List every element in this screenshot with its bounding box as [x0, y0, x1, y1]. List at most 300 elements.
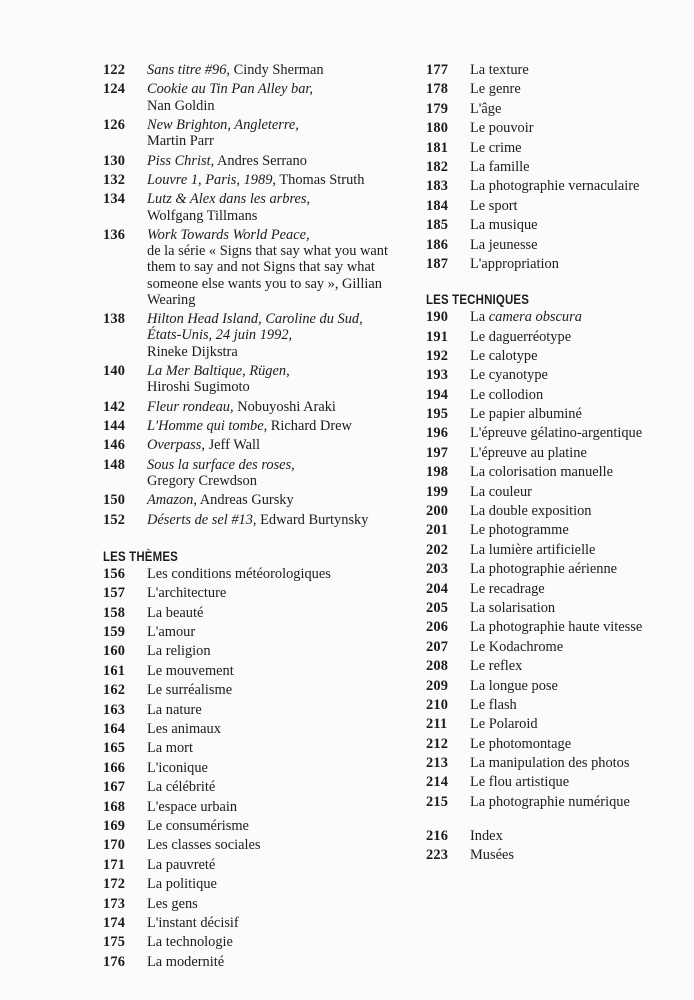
page-number: 196 [426, 425, 449, 442]
theme-entry [103, 896, 393, 912]
entry-label [147, 915, 393, 931]
label-text: La beauté [147, 604, 204, 621]
page-number: 136 [103, 226, 126, 243]
theme-entry [103, 876, 393, 892]
label-text: Le flash [470, 696, 517, 713]
theme-entry [426, 178, 688, 194]
page-number: 193 [426, 367, 449, 384]
entry-label [470, 736, 688, 752]
work-author: Cindy Sherman [233, 62, 324, 78]
label-text: L'espace urbain [147, 798, 238, 815]
page-number: 210 [426, 696, 449, 713]
entry-label [147, 585, 393, 601]
label-text: Le sport [470, 197, 518, 214]
technique-entry [426, 348, 688, 364]
entry-label [147, 876, 393, 892]
entry-label [147, 566, 393, 582]
technique-entry [426, 406, 688, 422]
entry-label [470, 484, 688, 500]
work-author: Thomas Struth [279, 171, 365, 188]
work-text [147, 399, 393, 415]
label-text: L'instant décisif [147, 914, 239, 931]
entry-label [470, 522, 688, 538]
entry-label [470, 81, 688, 97]
page-number: 175 [103, 934, 126, 951]
entry-label [147, 721, 393, 737]
page-number: 180 [426, 120, 449, 137]
entry-label [470, 445, 688, 461]
label-text: Les animaux [147, 721, 221, 738]
page-number: 157 [103, 585, 126, 602]
page-number: 168 [103, 798, 126, 815]
work-author: Andres Serrano [216, 152, 307, 169]
entry-label [470, 140, 688, 156]
work-entry [103, 62, 393, 78]
page-number: 148 [103, 456, 126, 473]
techniques-list [426, 309, 688, 810]
entry-label [470, 600, 688, 616]
label-text: La mort [147, 740, 193, 757]
page-number: 161 [103, 662, 126, 679]
page-number: 176 [103, 953, 126, 970]
entry-label [470, 329, 688, 345]
page-number: 208 [426, 658, 449, 675]
label-text: La manipulation des photos [470, 755, 630, 772]
work-text [147, 418, 393, 434]
entry-label [147, 702, 393, 718]
work-title: Fleur rondeau [147, 398, 230, 415]
entry-label [147, 954, 393, 970]
back-matter-entry [426, 847, 688, 863]
page-number: 201 [426, 522, 449, 539]
entry-label [470, 774, 688, 790]
label-text: La musique [470, 217, 538, 234]
label-text: Le genre [470, 81, 521, 98]
page-number: 216 [426, 828, 449, 845]
technique-entry [426, 755, 688, 771]
entry-label [470, 348, 688, 364]
work-text [147, 227, 393, 308]
work-author: de la série « Signs that say what you want them to say and not Signs that say what someone else wants you to say », Gillian Wearing [147, 243, 388, 308]
separator: , [230, 398, 238, 415]
entry-label [470, 847, 688, 863]
theme-entry [103, 624, 393, 640]
work-title: New Brighton, Angleterre, [147, 116, 299, 133]
work-text [147, 512, 393, 528]
entry-label [470, 120, 688, 136]
page-number: 171 [103, 856, 126, 873]
separator: , [252, 511, 261, 528]
work-author: Andreas Gursky [199, 492, 294, 509]
theme-entry [426, 140, 688, 156]
page-number: 184 [426, 197, 449, 214]
entry-label [470, 464, 688, 480]
entry-label [147, 682, 393, 698]
label-text: La colorisation manuelle [470, 464, 614, 481]
page-number: 198 [426, 464, 449, 481]
entry-label [470, 503, 688, 519]
page-number: 158 [103, 604, 126, 621]
label-text: La photographie vernaculaire [470, 178, 640, 195]
label-text: La texture [470, 62, 529, 78]
theme-entry [103, 663, 393, 679]
theme-entry [103, 818, 393, 834]
theme-entry [426, 159, 688, 175]
separator: , [201, 437, 209, 454]
work-author: Nobuyoshi Araki [237, 398, 336, 415]
work-text [147, 153, 393, 169]
entry-label [470, 62, 688, 78]
page-number: 132 [103, 171, 126, 188]
work-entry [103, 117, 393, 149]
work-text [147, 62, 393, 78]
theme-entry [103, 934, 393, 950]
label-text: La famille [470, 158, 530, 175]
entry-label [147, 663, 393, 679]
work-title: La Mer Baltique, Rügen, [147, 362, 290, 379]
entry-label [470, 658, 688, 674]
label-text: Le Kodachrome [470, 638, 564, 655]
theme-entry [103, 585, 393, 601]
label-text: L'épreuve gélatino-argentique [470, 425, 643, 442]
page-number: 167 [103, 779, 126, 796]
entry-label [147, 624, 393, 640]
entry-label [470, 309, 688, 325]
entry-label [470, 101, 688, 117]
work-title: Piss Christ [147, 152, 211, 169]
entry-label [470, 639, 688, 655]
work-text [147, 172, 393, 188]
page-number: 152 [103, 511, 126, 528]
label-text: La religion [147, 643, 211, 660]
page-number: 163 [103, 701, 126, 718]
entry-label [470, 755, 688, 771]
page-number: 211 [426, 716, 448, 733]
entry-label [147, 896, 393, 912]
entry-label [470, 198, 688, 214]
entry-label [470, 387, 688, 403]
label-text: Le collodion [470, 386, 544, 403]
label-text: La photographie aérienne [470, 561, 618, 578]
work-text [147, 117, 393, 149]
theme-entry [426, 237, 688, 253]
page-number: 213 [426, 755, 449, 772]
technique-entry [426, 464, 688, 480]
label-text: Le photomontage [470, 735, 572, 752]
technique-entry [426, 387, 688, 403]
label-text: La photographie numérique [470, 793, 630, 810]
label-text: Musées [470, 847, 514, 864]
label-text: L'amour [147, 624, 196, 641]
work-entry [103, 437, 393, 453]
entry-label [147, 818, 393, 834]
entry-label [147, 643, 393, 659]
work-entry [103, 81, 393, 113]
page-number: 162 [103, 682, 126, 699]
page-number: 126 [103, 116, 126, 133]
page-number: 138 [103, 311, 126, 328]
entry-label [470, 425, 688, 441]
entry-label [147, 857, 393, 873]
label-text: Le photogramme [470, 522, 569, 539]
entry-label [470, 581, 688, 597]
work-title: Lutz & Alex dans les arbres, [147, 191, 311, 208]
separator: , [193, 492, 200, 509]
label-text: La lumière artificielle [470, 541, 596, 558]
page-number: 160 [103, 643, 126, 660]
work-title: Sans titre #96 [147, 62, 227, 78]
label-text: La longue pose [470, 677, 558, 694]
technique-entry [426, 736, 688, 752]
page-number: 207 [426, 638, 449, 655]
page-number: 223 [426, 847, 449, 864]
page-number: 178 [426, 81, 449, 98]
page-number: 202 [426, 541, 449, 558]
theme-entry [426, 62, 688, 78]
work-text [147, 437, 393, 453]
theme-entry [426, 198, 688, 214]
label-text: La photographie haute vitesse [470, 619, 643, 636]
works-list [103, 62, 393, 528]
page-number: 156 [103, 565, 126, 582]
page-number: 205 [426, 599, 449, 616]
label-text: Le cyanotype [470, 367, 548, 384]
page-number: 142 [103, 398, 126, 415]
work-entry [103, 311, 393, 360]
technique-entry [426, 522, 688, 538]
technique-entry [426, 600, 688, 616]
page-number: 212 [426, 735, 449, 752]
work-title: Work Towards World Peace, [147, 226, 310, 243]
work-author: Martin Parr [147, 133, 214, 150]
label-text: Le surréalisme [147, 682, 233, 699]
entry-label [147, 837, 393, 853]
label-text: La couleur [470, 483, 532, 500]
label-text: La politique [147, 876, 217, 893]
work-entry [103, 457, 393, 489]
back-matter-entry [426, 828, 688, 844]
label-text: Le papier albuminé [470, 406, 582, 423]
separator: , [263, 417, 271, 434]
theme-entry [103, 954, 393, 970]
page-number: 187 [426, 255, 449, 272]
technique-entry [426, 678, 688, 694]
label-text: La nature [147, 701, 202, 718]
theme-entry [103, 857, 393, 873]
entry-label [470, 237, 688, 253]
theme-entry [103, 779, 393, 795]
label-text: Le reflex [470, 658, 523, 675]
page-number: 194 [426, 386, 449, 403]
entry-label [147, 779, 393, 795]
work-author: Gregory Crewdson [147, 472, 257, 489]
theme-entry [103, 702, 393, 718]
label-text: L'épreuve au platine [470, 444, 587, 461]
work-entry [103, 172, 393, 188]
entry-label [147, 740, 393, 756]
label-text: L'architecture [147, 585, 227, 602]
work-title: Cookie au Tin Pan Alley bar, [147, 81, 314, 98]
work-title: Amazon [147, 492, 194, 509]
label-text: La [470, 309, 489, 326]
separator: , [210, 152, 217, 169]
entry-label [470, 794, 688, 810]
technique-entry [426, 309, 688, 325]
themes-heading: LES THÈMES [103, 547, 179, 564]
back-matter-list [426, 828, 688, 864]
label-text: L'iconique [147, 759, 208, 776]
page-number: 146 [103, 437, 126, 454]
technique-entry [426, 367, 688, 383]
technique-entry [426, 794, 688, 810]
entry-label [470, 256, 688, 272]
entry-label [470, 828, 688, 844]
page-number: 124 [103, 81, 126, 98]
page-number: 203 [426, 561, 449, 578]
entry-label [470, 716, 688, 732]
theme-entry [103, 566, 393, 582]
page-number: 165 [103, 740, 126, 757]
label-text: La solarisation [470, 599, 556, 616]
technique-entry [426, 716, 688, 732]
work-author: Hiroshi Sugimoto [147, 379, 250, 396]
technique-entry [426, 329, 688, 345]
theme-entry [103, 915, 393, 931]
label-italic: camera obscura [488, 309, 582, 326]
work-author: Wolfgang Tillmans [147, 207, 258, 224]
label-text: Le calotype [470, 347, 538, 364]
technique-entry [426, 425, 688, 441]
technique-entry [426, 503, 688, 519]
page-number: 150 [103, 492, 126, 509]
entry-label [147, 799, 393, 815]
work-title: Louvre 1, Paris, 1989 [147, 171, 273, 188]
work-title: Sous la surface des roses, [147, 456, 295, 473]
page-number: 185 [426, 217, 449, 234]
page-number: 199 [426, 483, 449, 500]
page-number: 122 [103, 62, 126, 78]
theme-entry [103, 760, 393, 776]
work-author: Edward Burtynsky [260, 511, 369, 528]
theme-entry [426, 256, 688, 272]
work-entry [103, 418, 393, 434]
page-number: 164 [103, 721, 126, 738]
work-entry [103, 399, 393, 415]
technique-entry [426, 445, 688, 461]
page-number: 183 [426, 178, 449, 195]
page-number: 144 [103, 417, 126, 434]
page-number: 179 [426, 100, 449, 117]
page-number: 182 [426, 158, 449, 175]
themes-list [103, 566, 393, 970]
label-text: Le crime [470, 139, 522, 156]
technique-entry [426, 774, 688, 790]
work-text [147, 492, 393, 508]
work-text [147, 457, 393, 489]
theme-entry [426, 101, 688, 117]
page-number: 166 [103, 759, 126, 776]
technique-entry [426, 658, 688, 674]
theme-entry [103, 721, 393, 737]
work-author: Rineke Dijkstra [147, 343, 238, 360]
page-number: 206 [426, 619, 449, 636]
label-text: L'âge [470, 100, 502, 117]
page-number: 174 [103, 914, 126, 931]
label-text: Le mouvement [147, 662, 234, 679]
theme-entry [426, 81, 688, 97]
entry-label [470, 542, 688, 558]
work-text [147, 81, 393, 113]
work-title: Hilton Head Island, Caroline du Sud, États-Unis, 24 juin 1992, [147, 311, 363, 344]
label-text: La technologie [147, 934, 233, 951]
label-text: La jeunesse [470, 236, 538, 253]
right-column [426, 62, 688, 867]
theme-entry [103, 605, 393, 621]
themes-list-continued [426, 62, 688, 272]
theme-entry [426, 120, 688, 136]
page-number: 214 [426, 774, 449, 791]
work-entry [103, 492, 393, 508]
entry-label [470, 217, 688, 233]
label-text: Les conditions météorologiques [147, 565, 331, 582]
entry-label [147, 934, 393, 950]
page-number: 169 [103, 817, 126, 834]
entry-label [470, 678, 688, 694]
label-text: La célébrité [147, 779, 216, 796]
work-entry [103, 512, 393, 528]
label-text: La double exposition [470, 503, 592, 520]
page-number: 197 [426, 444, 449, 461]
entry-label [470, 406, 688, 422]
page-number: 177 [426, 62, 449, 78]
theme-entry [426, 217, 688, 233]
label-text: Le pouvoir [470, 120, 534, 137]
page-number: 186 [426, 236, 449, 253]
work-entry [103, 363, 393, 395]
label-text: Les gens [147, 895, 198, 912]
page-number: 204 [426, 580, 449, 597]
work-entry [103, 153, 393, 169]
page-number: 215 [426, 793, 449, 810]
page-number: 159 [103, 624, 126, 641]
label-text: Le Polaroid [470, 716, 538, 733]
theme-entry [103, 837, 393, 853]
theme-entry [103, 799, 393, 815]
page-number: 192 [426, 347, 449, 364]
entry-label [470, 178, 688, 194]
page-number: 209 [426, 677, 449, 694]
work-text [147, 311, 393, 360]
techniques-heading: LES TECHNIQUES [426, 291, 530, 308]
page-number: 140 [103, 362, 126, 379]
page-number: 191 [426, 328, 449, 345]
page-number: 195 [426, 406, 449, 423]
page-number: 134 [103, 191, 126, 208]
work-title: Overpass [147, 437, 202, 454]
separator: , [272, 171, 280, 188]
entry-label [470, 159, 688, 175]
work-entry [103, 191, 393, 223]
technique-entry [426, 581, 688, 597]
page-number: 190 [426, 309, 449, 326]
label-text: Index [470, 828, 503, 845]
work-author: Nan Goldin [147, 97, 215, 114]
technique-entry [426, 484, 688, 500]
page-number: 173 [103, 895, 126, 912]
label-text: Le flou artistique [470, 774, 570, 791]
label-text: La modernité [147, 953, 225, 970]
page-number: 200 [426, 503, 449, 520]
